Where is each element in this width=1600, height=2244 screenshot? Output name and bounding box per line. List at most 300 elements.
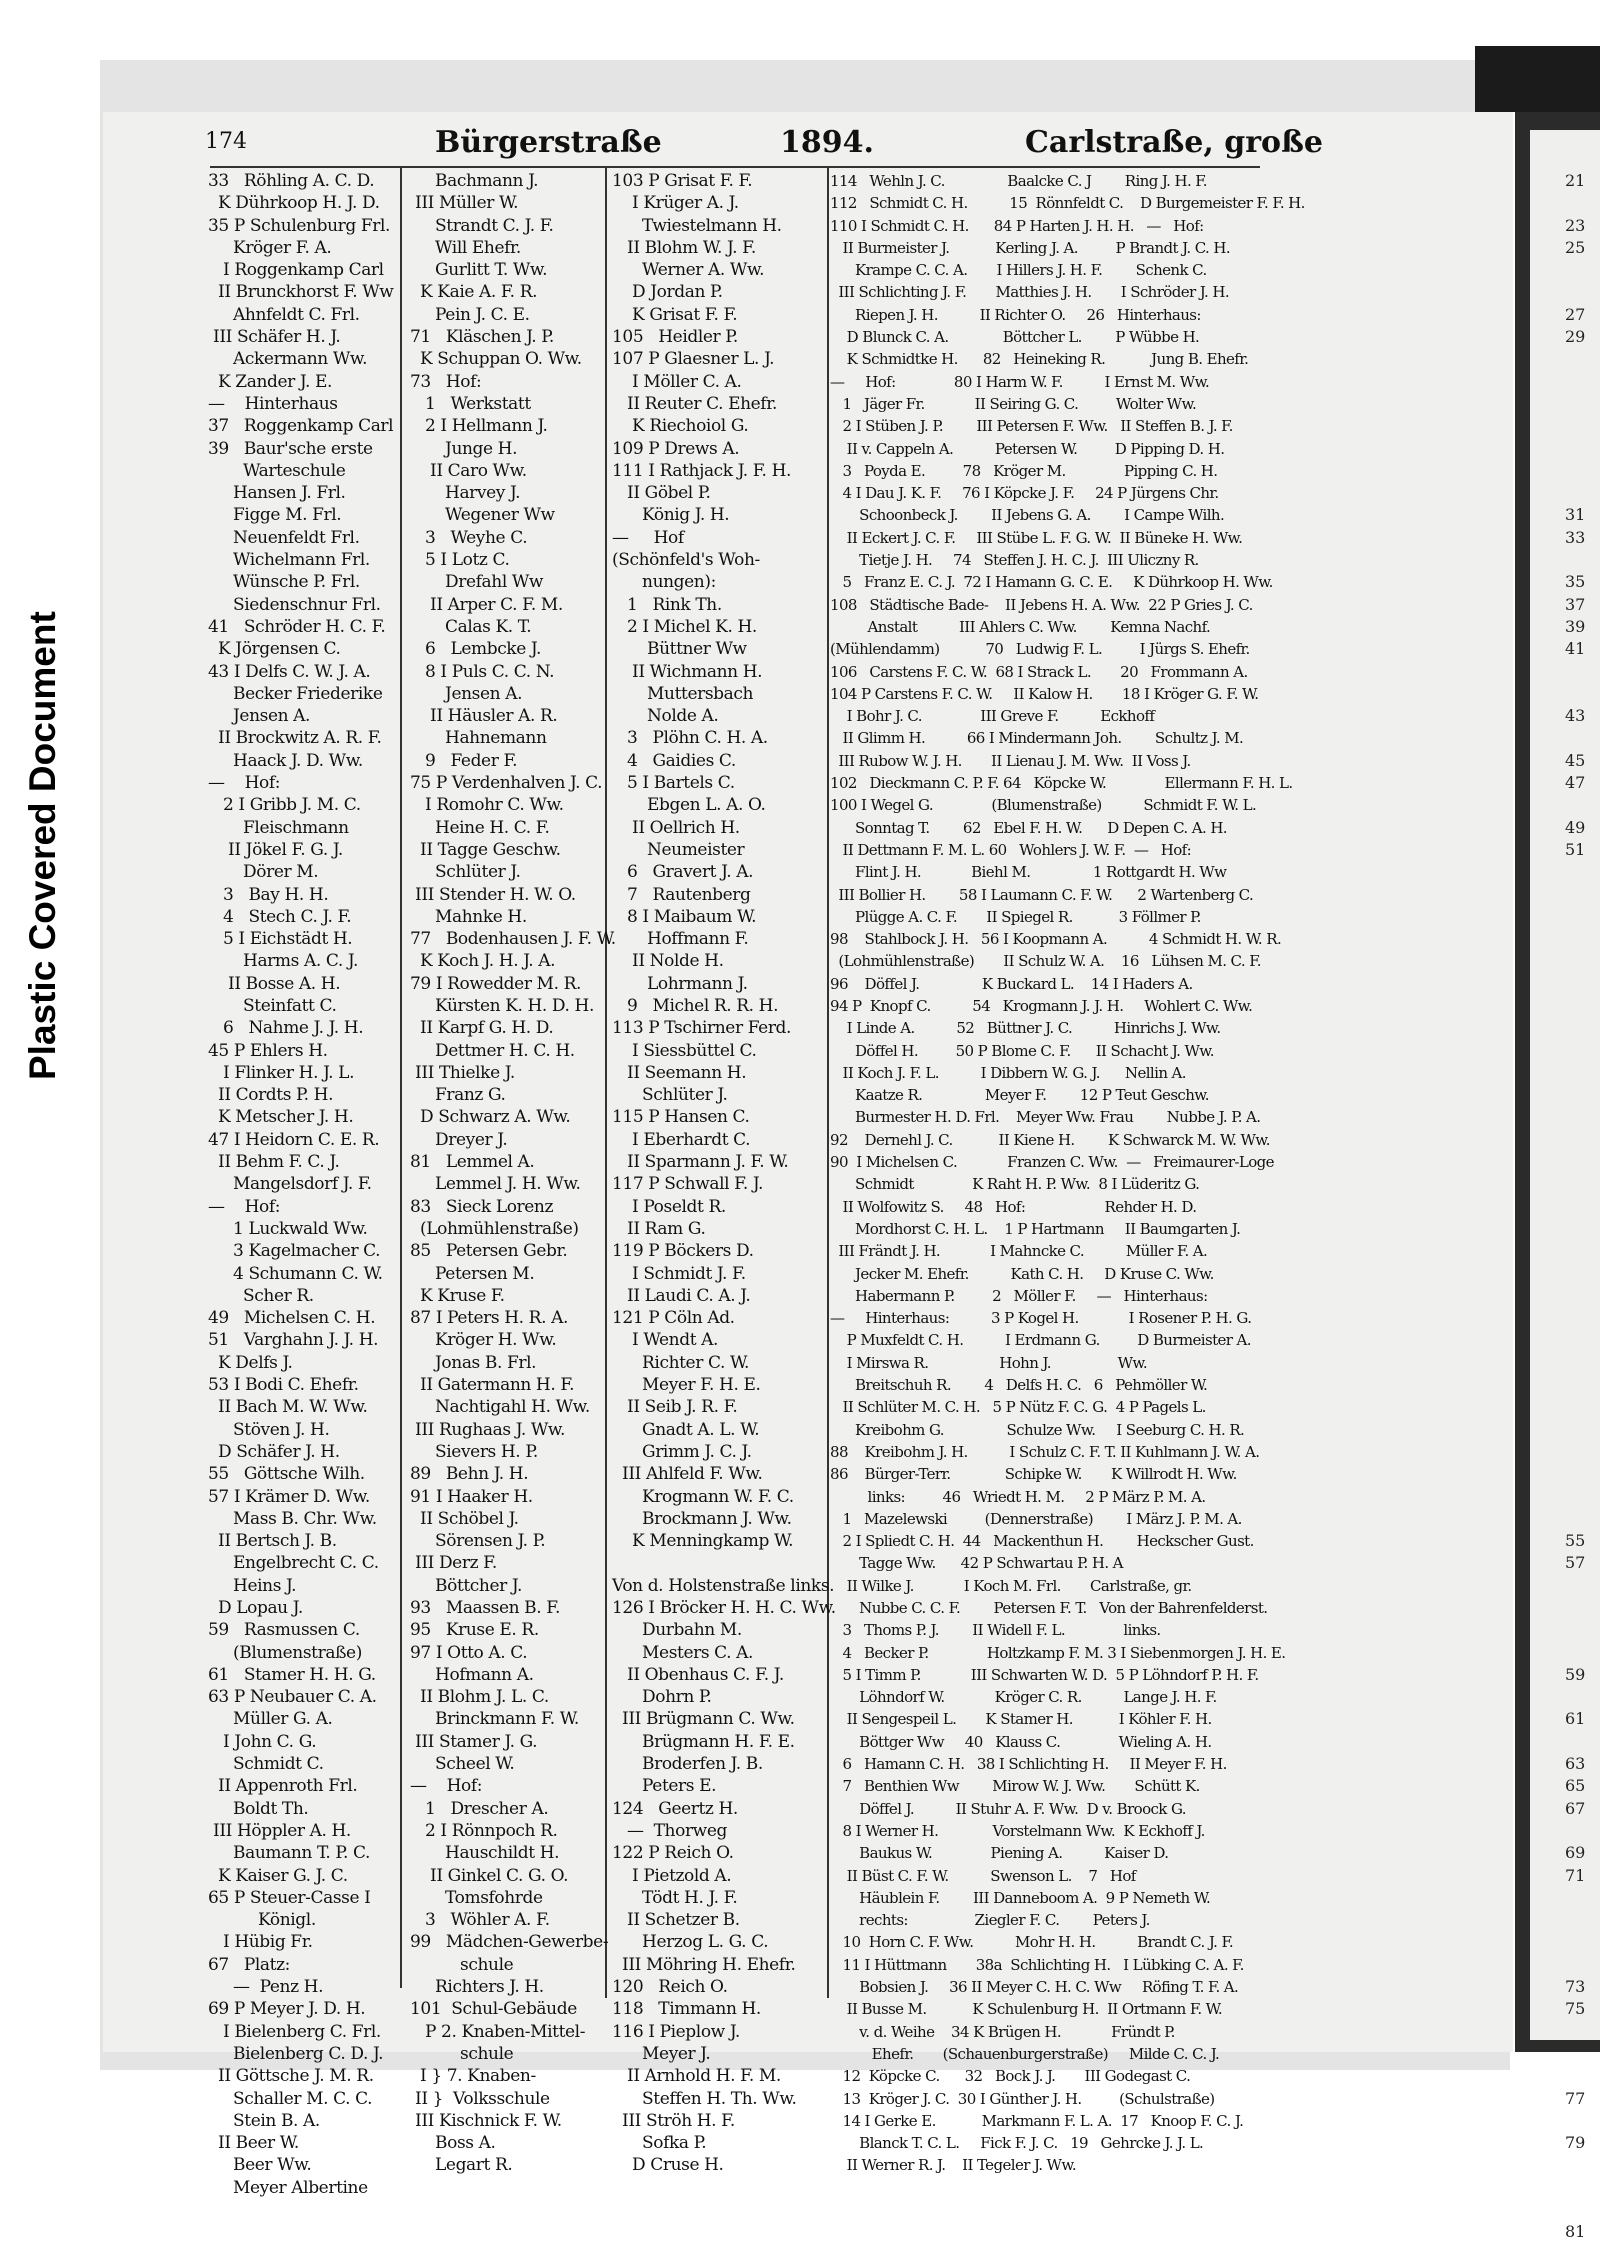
directory-entry: 118 Timmann H. <box>612 1999 761 2020</box>
directory-entry: 59 Rasmussen C. <box>208 1620 360 1641</box>
directory-entry: 2 I Stüben J. P. III Petersen F. Ww. II Steffen B. J. F. <box>830 417 1233 436</box>
edge-number: 41 <box>1565 639 1586 659</box>
directory-entry: II Büst C. F. W. Swenson L. 7 Hof <box>830 1866 1136 1885</box>
edge-number <box>1565 1419 1585 1441</box>
scan-dark-edge-top <box>1475 46 1600 112</box>
directory-entry: 2 I Spliedt C. H. 44 Mackenthun H. Heckscher Gust. <box>830 1532 1254 1551</box>
directory-entry: 99 Mädchen-Gewerbe- <box>410 1932 609 1953</box>
directory-entry: 112 Schmidt C. H. 15 Rönnfeldt C. D Burgemeister F. F. H. <box>830 194 1305 213</box>
edge-number: 49 <box>1565 817 1586 837</box>
directory-entry: III Möhring H. Ehefr. <box>612 1954 796 1975</box>
edge-number <box>1565 1575 1585 1597</box>
directory-entry: 122 P Reich O. <box>612 1843 734 1864</box>
edge-number: 75 <box>1565 1999 1586 2019</box>
directory-entry: III Frändt J. H. I Mahncke C. Müller F. A. <box>830 1242 1208 1261</box>
directory-entry: 3 Thoms P. J. II Widell F. L. links. <box>830 1621 1161 1640</box>
directory-entry: I Hübig Fr. <box>208 1932 313 1953</box>
directory-entry: Stein B. A. <box>208 2110 320 2131</box>
directory-entry: Brinckmann F. W. <box>410 1709 579 1730</box>
edge-number <box>1565 1040 1585 1062</box>
directory-entry: 115 P Hansen C. <box>612 1107 750 1128</box>
directory-entry: Richters J. H. <box>410 1977 544 1998</box>
directory-entry: 86 Bürger-Terr. Schipke W. K Willrodt H. Ww. <box>830 1465 1237 1484</box>
edge-number: 79 <box>1565 2133 1586 2153</box>
edge-number <box>1565 482 1585 504</box>
directory-entry: Von d. Holstenstraße links. <box>612 1575 835 1596</box>
directory-entry: (Schönfeld's Woh- <box>612 550 760 571</box>
directory-entry: II Beer W. <box>208 2133 299 2154</box>
edge-number <box>1565 1508 1585 1530</box>
directory-entry: 12 Köpcke C. 32 Bock J. J. III Godegast C. <box>830 2067 1191 2086</box>
directory-entry: K Menningkamp W. <box>612 1531 794 1552</box>
directory-entry: Krampe C. C. A. I Hillers J. H. F. Schenk C. <box>830 261 1207 280</box>
directory-entry: 39 Baur'sche erste <box>208 438 373 459</box>
directory-entry: Heins J. <box>208 1575 297 1596</box>
edge-number <box>1565 1642 1585 1664</box>
directory-entry: II Behm F. C. J. <box>208 1152 340 1173</box>
directory-entry: Tietje J. H. 74 Steffen J. H. C. J. III Uliczny R. <box>830 551 1199 570</box>
directory-entry: II Werner R. J. II Tegeler J. Ww. <box>830 2156 1076 2175</box>
directory-entry: 53 I Bodi C. Ehefr. <box>208 1375 359 1396</box>
directory-entry: D Cruse H. <box>612 2155 724 2176</box>
directory-entry: 69 P Meyer J. D. H. <box>208 1999 366 2020</box>
directory-entry: Mesters C. A. <box>612 1642 754 1663</box>
directory-entry: D Schäfer J. H. <box>208 1441 340 1462</box>
directory-entry: 92 Dernehl J. C. II Kiene H. K Schwarck M. W. Ww. <box>830 1130 1270 1149</box>
directory-entry: (Mühlendamm) 70 Ludwig F. L. I Jürgs S. Ehefr. <box>830 640 1250 659</box>
directory-entry: I John C. G. <box>208 1731 317 1752</box>
directory-entry: Baukus W. Piening A. Kaiser D. <box>830 1844 1169 1863</box>
header-right-title: Carlstraße, große <box>1025 125 1323 160</box>
directory-entry: III Ströh H. F. <box>612 2110 735 2131</box>
directory-entry: Harms A. C. J. <box>208 951 358 972</box>
directory-entry: Lemmel J. H. Ww. <box>410 1174 581 1195</box>
directory-entry: 102 Dieckmann C. P. F. 64 Köpcke W. Ellermann F. H. L. <box>830 774 1293 793</box>
directory-entry: K Metscher J. H. <box>208 1107 354 1128</box>
directory-entry: II Ginkel C. G. O. <box>410 1865 569 1886</box>
directory-entry: II Schöbel J. <box>410 1508 519 1529</box>
directory-entry: — Hof: <box>208 773 281 794</box>
directory-entry: Schlüter J. <box>410 862 521 883</box>
directory-entry: II Göbel P. <box>612 483 711 504</box>
edge-number <box>1565 683 1585 705</box>
directory-entry: II Schlüter M. C. H. 5 P Nütz F. C. G. 4 P Pagels L. <box>830 1398 1206 1417</box>
directory-entry: II Ram G. <box>612 1218 706 1239</box>
edge-number: 67 <box>1565 1798 1586 1818</box>
directory-entry: 8 I Puls C. C. N. <box>410 661 555 682</box>
edge-number <box>1565 1151 1585 1173</box>
directory-entry: P Muxfeldt C. H. I Erdmann G. D Burmeister A. <box>830 1331 1251 1350</box>
directory-entry: 105 Heidler P. <box>612 327 738 348</box>
directory-entry: I Krüger A. J. <box>612 193 739 214</box>
directory-entry: — Hof: <box>208 1196 281 1217</box>
edge-number <box>1565 1887 1585 1909</box>
edge-number <box>1565 1329 1585 1351</box>
directory-entry: II Koch J. F. L. I Dibbern W. G. J. Nellin A. <box>830 1063 1186 1082</box>
directory-entry: Grimm J. C. J. <box>612 1441 752 1462</box>
edge-number <box>1565 1263 1585 1285</box>
directory-entry: II Tagge Geschw. <box>410 839 561 860</box>
directory-entry: (Lohmühlenstraße) II Schulz W. A. 16 Lühsen M. C. F. <box>830 952 1261 971</box>
directory-entry: 85 Petersen Gebr. <box>410 1241 568 1262</box>
directory-entry: II Bosse A. H. <box>208 973 341 994</box>
directory-entry: Mordhorst C. H. L. 1 P Hartmann II Baumgarten J. <box>830 1219 1241 1238</box>
directory-entry: Riepen J. H. II Richter O. 26 Hinterhaus: <box>830 305 1201 324</box>
edge-number <box>1565 2043 1585 2065</box>
directory-entry: 10 Horn C. F. Ww. Mohr H. H. Brandt C. J. F. <box>830 1933 1234 1952</box>
directory-entry: K Riechoiol G. <box>612 416 749 437</box>
directory-entry: 4 Schumann C. W. <box>208 1263 383 1284</box>
directory-entry: Wegener Ww <box>410 505 555 526</box>
directory-entry: II Sparmann J. F. W. <box>612 1152 789 1173</box>
directory-entry: K Schuppan O. Ww. <box>410 349 582 370</box>
edge-number: 21 <box>1565 171 1586 190</box>
directory-entry: Schlüter J. <box>612 1085 728 1106</box>
directory-entry: 1 Jäger Fr. II Seiring G. C. Wolter Ww. <box>830 394 1197 413</box>
directory-entry: Müller G. A. <box>208 1709 333 1730</box>
directory-entry: — Thorweg <box>612 1820 727 1841</box>
directory-entry: Baumann T. P. C. <box>208 1843 371 1864</box>
directory-entry: Petersen M. <box>410 1263 535 1284</box>
directory-entry: Pein J. C. E. <box>410 304 530 325</box>
edge-number <box>1565 1129 1585 1151</box>
directory-entry: Herzog L. G. C. <box>612 1932 769 1953</box>
directory-entry: 35 P Schulenburg Frl. <box>208 215 390 236</box>
directory-entry: Blanck T. C. L. Fick F. J. C. 19 Gehrcke J. J. L. <box>830 2134 1204 2153</box>
directory-entry: Meyer F. H. E. <box>612 1375 761 1396</box>
directory-entry: 88 Kreibohm J. H. I Schulz C. F. T. II Kuhlmann J. W. A. <box>830 1442 1260 1461</box>
directory-entry: Böttger Ww 40 Klauss C. Wieling A. H. <box>830 1732 1212 1751</box>
directory-entry: 7 Rautenberg <box>612 884 751 905</box>
directory-entry: Häublein F. III Danneboom A. 9 P Nemeth W. <box>830 1888 1211 1907</box>
directory-entry: 126 I Bröcker H. H. C. Ww. <box>612 1598 836 1618</box>
directory-entry: Plügge A. C. F. II Spiegel R. 3 Föllmer P. <box>830 907 1201 926</box>
directory-entry: 41 Schröder H. C. F. <box>208 616 386 637</box>
directory-entry: Meyer Albertine <box>208 2177 368 2198</box>
directory-column-2 <box>410 170 616 2177</box>
directory-entry: Hansen J. Frl. <box>208 483 346 504</box>
directory-entry: Sofka P. <box>612 2133 707 2154</box>
directory-entry: 119 P Böckers D. <box>612 1241 754 1262</box>
edge-number <box>1565 1597 1585 1619</box>
directory-entry: Böttcher J. <box>410 1575 522 1596</box>
directory-entry: — Hof: 80 I Harm W. F. I Ernst M. Ww. <box>830 372 1210 391</box>
directory-entry: D Blunck C. A. Böttcher L. P Wübbe H. <box>830 328 1200 347</box>
edge-number <box>1565 1931 1585 1953</box>
directory-entry: D Schwarz A. Ww. <box>410 1107 571 1128</box>
directory-entry: Mahnke H. <box>410 906 527 927</box>
directory-entry: nungen): <box>612 572 716 593</box>
directory-entry: 3 Wöhler A. F. <box>410 1910 550 1931</box>
directory-entry: II Blohm J. L. C. <box>410 1687 549 1708</box>
directory-entry: Engelbrecht C. C. <box>208 1553 379 1574</box>
directory-entry: Mangelsdorf J. F. <box>208 1174 372 1195</box>
directory-entry: II Nolde H. <box>612 951 724 972</box>
directory-entry: II Arnhold H. F. M. <box>612 2066 781 2087</box>
edge-number: 25 <box>1565 237 1586 257</box>
directory-entry: I Eberhardt C. <box>612 1129 751 1150</box>
directory-entry: Nubbe C. C. F. Petersen F. T. Von der Bahrenfelderst. <box>830 1599 1268 1617</box>
directory-entry: I Schmidt J. F. <box>612 1263 746 1284</box>
directory-entry: schule <box>410 1954 514 1975</box>
directory-entry: II Göttsche J. M. R. <box>208 2066 374 2087</box>
edge-number: 57 <box>1565 1553 1586 1573</box>
directory-entry: Kürsten K. H. D. H. <box>410 995 594 1016</box>
directory-entry: 1 Rink Th. <box>612 594 722 615</box>
edge-number: 45 <box>1565 750 1586 770</box>
directory-entry: II Bertsch J. B. <box>208 1531 337 1552</box>
directory-entry: Jonas B. Frl. <box>410 1352 537 1373</box>
directory-entry: II Sengespeil L. K Stamer H. I Köhler F. H. <box>830 1710 1212 1729</box>
directory-entry: 8 I Werner H. Vorstelmann Ww. K Eckhoff J. <box>830 1821 1205 1840</box>
directory-entry: I } 7. Knaben- <box>410 2066 536 2087</box>
edge-number <box>1565 1820 1585 1842</box>
directory-entry: I Möller C. A. <box>612 371 742 392</box>
directory-entry: II Burmeister J. Kerling J. A. P Brandt J. C. H. <box>830 238 1231 257</box>
directory-entry: III Bollier H. 58 I Laumann C. F. W. 2 Wartenberg C. <box>830 885 1254 904</box>
edge-number: 65 <box>1565 1776 1586 1796</box>
directory-entry: Habermann P. 2 Möller F. — Hinterhaus: <box>830 1286 1208 1305</box>
edge-number: 37 <box>1565 594 1586 614</box>
directory-entry: 71 Kläschen J. P. <box>410 327 554 348</box>
directory-entry: 4 I Dau J. K. F. 76 I Köpcke J. F. 24 P Jürgens Chr. <box>830 484 1219 503</box>
directory-entry: Bachmann J. <box>410 171 539 191</box>
directory-entry: II Obenhaus C. F. J. <box>612 1664 784 1685</box>
directory-entry: II Oellrich H. <box>612 817 740 838</box>
directory-entry: 65 P Steuer-Casse I <box>208 1887 371 1908</box>
directory-entry: Hauschildt H. <box>410 1843 560 1864</box>
directory-entry: I Mirswa R. Hohn J. Ww. <box>830 1353 1148 1372</box>
directory-entry: III Stender H. W. O. <box>410 884 576 905</box>
directory-entry: Schmidt K Raht H. P. Ww. 8 I Lüderitz G. <box>830 1175 1200 1194</box>
directory-entry: II v. Cappeln A. Petersen W. D Pipping D. H. <box>830 439 1225 458</box>
directory-entry: Schmidt C. <box>208 1754 324 1775</box>
directory-entry: 87 I Peters H. R. A. <box>410 1308 568 1329</box>
directory-entry: 3 Plöhn C. H. A. <box>612 728 768 749</box>
edge-number <box>1565 1062 1585 1084</box>
edge-number <box>1565 1084 1585 1106</box>
directory-entry: 2 I Michel K. H. <box>612 616 757 637</box>
directory-entry: 9 Michel R. R. H. <box>612 995 779 1016</box>
directory-entry: 114 Wehln J. C. Baalcke C. J Ring J. H. F. <box>830 172 1207 190</box>
directory-entry: II Eckert J. C. F. III Stübe L. F. G. W. II Büneke H. Ww. <box>830 528 1243 547</box>
directory-entry: K Zander J. E. <box>208 371 332 392</box>
directory-entry: Dörer M. <box>208 862 319 883</box>
edge-number <box>1565 1374 1585 1396</box>
directory-entry: 4 Stech C. J. F. <box>208 906 352 927</box>
directory-entry: II Gatermann H. F. <box>410 1375 575 1396</box>
directory-entry: Wünsche P. Frl. <box>208 572 360 593</box>
edge-number <box>1565 661 1585 683</box>
directory-entry: Flint J. H. Biehl M. 1 Rottgardt H. Ww <box>830 863 1227 882</box>
directory-entry: Tödt H. J. F. <box>612 1887 738 1908</box>
edge-number <box>1565 1285 1585 1307</box>
directory-entry: Neumeister <box>612 839 745 860</box>
directory-entry: Steinfatt C. <box>208 995 337 1016</box>
directory-entry: II Bach M. W. Ww. <box>208 1397 368 1418</box>
directory-entry: 3 Bay H. H. <box>208 884 329 905</box>
edge-number <box>1565 549 1585 571</box>
directory-entry: Drefahl Ww <box>410 572 544 593</box>
directory-entry: 73 Hof: <box>410 371 482 392</box>
edge-number: 59 <box>1565 1664 1586 1684</box>
directory-entry: I Roggenkamp Carl <box>208 260 384 281</box>
directory-entry: Junge H. <box>410 438 518 459</box>
directory-entry: Scheel W. <box>410 1754 515 1775</box>
directory-entry: Ahnfeldt C. Frl. <box>208 304 360 325</box>
directory-entry: Krogmann W. F. C. <box>612 1486 794 1507</box>
directory-entry: Boldt Th. <box>208 1798 309 1819</box>
directory-entry: II Dettmann F. M. L. 60 Wohlers J. W. F. — Hof: <box>830 840 1192 859</box>
directory-entry: Tomsfohrde <box>410 1887 543 1908</box>
edge-number <box>1565 1240 1585 1262</box>
directory-entry: Dreyer J. <box>410 1129 508 1150</box>
directory-entry: 101 Schul-Gebäude <box>410 1999 577 2020</box>
directory-entry: 104 P Carstens F. C. W. II Kalow H. 18 I Kröger G. F. W. <box>830 684 1259 703</box>
edge-number: 63 <box>1565 1754 1586 1774</box>
directory-entry <box>612 1552 830 1574</box>
directory-entry: 96 Döffel J. K Buckard L. 14 I Haders A. <box>830 974 1193 993</box>
edge-number: 51 <box>1565 839 1586 859</box>
directory-entry: Figge M. Frl. <box>208 505 342 526</box>
directory-entry: Sonntag T. 62 Ebel F. H. W. D Depen C. A. H. <box>830 818 1227 837</box>
directory-entry: 116 I Pieplow J. <box>612 2021 740 2042</box>
directory-entry: Broderfen J. B. <box>612 1754 763 1775</box>
directory-entry: 33 Röhling A. C. D. <box>208 171 375 191</box>
directory-entry: 110 I Schmidt C. H. 84 P Harten J. H. H. — Hof: <box>830 216 1204 235</box>
directory-entry: Lohrmann J. <box>612 973 748 994</box>
directory-entry: 5 I Lotz C. <box>410 550 510 571</box>
directory-entry: I Romohr C. Ww. <box>410 795 564 816</box>
directory-entry: 120 Reich O. <box>612 1977 728 1998</box>
directory-entry: Sörensen J. P. <box>410 1531 546 1552</box>
directory-entry: Brockmann J. Ww. <box>612 1508 792 1529</box>
directory-entry: 5 I Bartels C. <box>612 773 735 794</box>
edge-number: 39 <box>1565 616 1586 636</box>
directory-entry: II Appenroth Frl. <box>208 1776 358 1797</box>
directory-entry: Döffel H. 50 P Blome C. F. II Schacht J. Ww. <box>830 1041 1214 1060</box>
directory-entry: Hofmann A. <box>410 1664 534 1685</box>
directory-entry: 103 P Grisat F. F. <box>612 171 753 191</box>
directory-entry: II Glimm H. 66 I Mindermann Joh. Schultz J. M. <box>830 729 1244 748</box>
directory-entry: Tagge Ww. 42 P Schwartau P. H. A <box>830 1554 1123 1573</box>
directory-entry: 57 I Krämer D. Ww. <box>208 1486 370 1507</box>
directory-entry: 90 I Michelsen C. Franzen C. Ww. — Freimaurer-Loge <box>830 1153 1274 1172</box>
directory-entry: 108 Städtische Bade- II Jebens H. A. Ww. 22 P Gries J. C. <box>830 595 1253 614</box>
edge-number <box>1565 192 1585 214</box>
directory-entry: 117 P Schwall F. J. <box>612 1174 764 1195</box>
directory-entry: Stöven J. H. <box>208 1419 330 1440</box>
directory-entry: 5 I Eichstädt H. <box>208 929 353 950</box>
directory-entry: 83 Sieck Lorenz <box>410 1196 554 1217</box>
edge-number: 71 <box>1565 1865 1586 1885</box>
header-year: 1894. <box>780 125 874 160</box>
directory-column-1 <box>208 170 413 2199</box>
directory-entry: II Cordts P. H. <box>208 1085 334 1106</box>
directory-entry: Königl. <box>208 1910 316 1931</box>
directory-entry: Kröger F. A. <box>208 237 332 258</box>
directory-entry: II Wolfowitz S. 48 Hof: Rehder H. D. <box>830 1197 1197 1216</box>
directory-entry: 94 P Knopf C. 54 Krogmann J. J. H. Wohlert C. Ww. <box>830 996 1253 1015</box>
directory-entry: D Jordan P. <box>612 282 723 303</box>
directory-entry: III Thielke J. <box>410 1062 515 1083</box>
directory-entry: Nachtigahl H. Ww. <box>410 1397 590 1418</box>
directory-entry: Mass B. Chr. Ww. <box>208 1508 377 1529</box>
edge-number <box>1565 2065 1585 2087</box>
edge-number <box>1565 281 1585 303</box>
directory-entry: — Hinterhaus <box>208 393 338 414</box>
directory-entry: II Seib J. R. F. <box>612 1397 738 1418</box>
directory-column-3 <box>612 170 836 2177</box>
edge-number <box>1565 1731 1585 1753</box>
edge-number: 23 <box>1565 215 1586 235</box>
directory-entry: III Brügmann C. Ww. <box>612 1709 795 1730</box>
directory-entry: 3 Poyda E. 78 Kröger M. Pipping C. H. <box>830 461 1218 480</box>
edge-number <box>1565 1017 1585 1039</box>
directory-entry: Breitschuh R. 4 Delfs H. C. 6 Pehmöller W. <box>830 1376 1208 1395</box>
directory-entry: Hahnemann <box>410 728 547 749</box>
page-header <box>205 125 1323 165</box>
directory-entry: 81 Lemmel A. <box>410 1152 535 1173</box>
directory-entry: III Kischnick F. W. <box>410 2110 562 2131</box>
directory-entry: links: 46 Wriedt H. M. 2 P März P. M. A. <box>830 1487 1206 1506</box>
adjacent-page-numbers <box>1565 170 1585 2244</box>
directory-entry: II Seemann H. <box>612 1062 747 1083</box>
directory-entry: 63 P Neubauer C. A. <box>208 1687 377 1708</box>
directory-entry: — Hinterhaus: 3 P Kogel H. I Rosener P. H. G. <box>830 1309 1252 1328</box>
edge-number <box>1565 2154 1585 2176</box>
directory-entry: Harvey J. <box>410 483 521 504</box>
directory-entry: 124 Geertz H. <box>612 1798 738 1819</box>
directory-entry: Bielenberg C. D. J. <box>208 2043 384 2064</box>
edge-number: 29 <box>1565 327 1586 347</box>
directory-entry: 100 I Wegel G. (Blumenstraße) Schmidt F. W. L. <box>830 796 1257 815</box>
directory-entry: Siedenschnur Frl. <box>208 594 381 615</box>
directory-entry: I Bielenberg C. Frl. <box>208 2021 381 2042</box>
directory-entry: P 2. Knaben-Mittel- <box>410 2021 586 2042</box>
edge-number: 43 <box>1565 706 1586 726</box>
directory-entry: K Kruse F. <box>410 1285 505 1306</box>
directory-entry: 1 Werkstatt <box>410 393 531 414</box>
edge-number: 33 <box>1565 527 1586 547</box>
directory-entry: I Wendt A. <box>612 1330 719 1351</box>
directory-entry: K Dührkoop H. J. D. <box>208 193 380 214</box>
directory-entry: Gnadt A. L. W. <box>612 1419 760 1440</box>
directory-entry: II Wichmann H. <box>612 661 763 682</box>
directory-entry: (Blumenstraße) <box>208 1642 362 1663</box>
edge-number <box>1565 1954 1585 1976</box>
directory-entry: Jensen A. <box>208 706 311 727</box>
directory-entry: 13 Kröger J. C. 30 I Günther J. H. (Schulstraße) <box>830 2089 1215 2108</box>
edge-number <box>1565 438 1585 460</box>
edge-number <box>1565 2177 1585 2199</box>
directory-entry: 47 I Heidorn C. E. R. <box>208 1129 380 1150</box>
directory-entry: Richter C. W. <box>612 1352 750 1373</box>
directory-entry: Meyer J. <box>612 2043 711 2064</box>
directory-entry: III Müller W. <box>410 193 519 214</box>
directory-entry: Calas K. T. <box>410 616 532 637</box>
directory-entry: Haack J. D. Ww. <box>208 750 363 771</box>
directory-entry: K Delfs J. <box>208 1352 293 1373</box>
directory-entry: Büttner Ww <box>612 639 747 660</box>
directory-entry: 98 Stahlbock J. H. 56 I Koopmann A. 4 Schmidt H. W. R. <box>830 930 1282 949</box>
directory-entry: v. d. Weihe 34 K Brügen H. Fründt P. <box>830 2022 1175 2041</box>
directory-entry: K Schmidtke H. 82 Heineking R. Jung B. Ehefr. <box>830 350 1249 369</box>
directory-entry: (Lohmühlenstraße) <box>410 1218 579 1239</box>
directory-entry: — Hof: <box>410 1776 483 1797</box>
directory-entry: Warteschule <box>208 460 346 481</box>
header-rule <box>210 166 1260 168</box>
